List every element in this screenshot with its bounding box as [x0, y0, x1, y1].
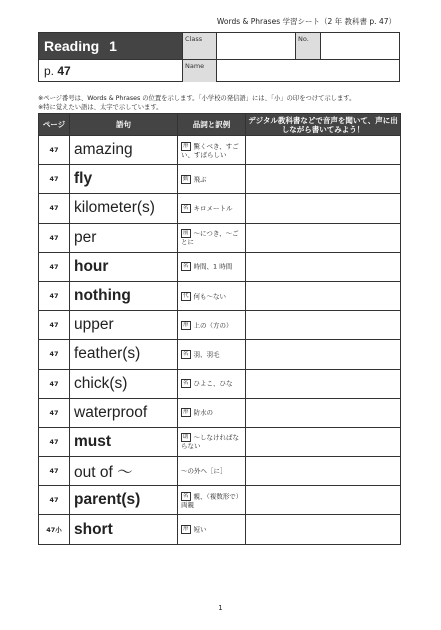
row-page: 47	[39, 223, 70, 252]
reading-title	[39, 33, 182, 59]
row-page: 47	[39, 165, 70, 194]
practice-cell[interactable]	[246, 165, 401, 194]
table-header-row	[39, 114, 401, 136]
table-row	[39, 398, 401, 427]
row-pos-meaning	[178, 486, 246, 515]
row-page: 47	[39, 340, 70, 369]
table-row	[39, 369, 401, 398]
row-pos-meaning	[178, 281, 246, 310]
row-pos-meaning	[178, 136, 246, 165]
pos-mark: 名	[183, 492, 189, 499]
name-label: Name	[182, 59, 216, 82]
table-row	[39, 223, 401, 252]
name-field[interactable]	[216, 59, 399, 82]
row-word: fly	[70, 165, 178, 194]
page-number: 1	[218, 604, 223, 612]
note-line: ※ページ番号は、Words & Phrases の位置を示します。「小学校の発信語」には、「小」の印をつけて示します。	[38, 95, 356, 102]
pos-mark: 形	[183, 409, 189, 416]
pos-mark: 動	[183, 175, 189, 182]
page-value: 47	[57, 64, 71, 78]
row-pos-meaning	[178, 398, 246, 427]
table-row	[39, 252, 401, 281]
row-pos-meaning	[178, 223, 246, 252]
row-page: 47	[39, 281, 70, 310]
row-word: upper	[70, 311, 178, 340]
row-page: 47	[39, 369, 70, 398]
meaning-text: 上の（方の）	[193, 321, 233, 330]
notes	[38, 94, 355, 112]
meaning-text: 時間、1 時間	[193, 262, 233, 271]
no-label: No.	[295, 33, 320, 59]
row-word: hour	[70, 252, 178, 281]
class-field[interactable]	[216, 33, 296, 59]
practice-cell[interactable]	[246, 136, 401, 165]
row-word: feather(s)	[70, 340, 178, 369]
class-label: Class	[182, 33, 216, 59]
header-word: 語句	[70, 114, 178, 136]
meaning-text: 親、（複数形で）両親	[181, 492, 240, 509]
table-row	[39, 311, 401, 340]
pos-mark: 前	[183, 230, 189, 237]
row-page: 47	[39, 136, 70, 165]
row-word: must	[70, 427, 178, 456]
sheet-header: Words & Phrases 学習シート（2 年 教科書 p. 47）	[216, 17, 396, 26]
pos-mark: 名	[183, 380, 189, 387]
row-word: chick(s)	[70, 369, 178, 398]
pos-mark: 助	[183, 434, 189, 441]
row-word: waterproof	[70, 398, 178, 427]
table-row	[39, 194, 401, 223]
table-row	[39, 340, 401, 369]
practice-cell[interactable]	[246, 252, 401, 281]
practice-cell[interactable]	[246, 427, 401, 456]
table-row	[39, 136, 401, 165]
row-word: nothing	[70, 281, 178, 310]
row-pos-meaning	[178, 194, 246, 223]
practice-cell[interactable]	[246, 486, 401, 515]
table-row	[39, 457, 401, 486]
practice-cell[interactable]	[246, 311, 401, 340]
pos-mark: 代	[183, 292, 189, 299]
practice-cell[interactable]	[246, 369, 401, 398]
practice-cell[interactable]	[246, 340, 401, 369]
meaning-text: ～につき、～ごとに	[181, 229, 239, 247]
row-page: 47	[39, 252, 70, 281]
table-row	[39, 486, 401, 515]
note-line: ※特に覚えたい語は、太字で示しています。	[38, 104, 163, 111]
row-page: 47	[39, 398, 70, 427]
row-pos-meaning	[178, 369, 246, 398]
table-row	[39, 515, 401, 544]
table-row	[39, 165, 401, 194]
row-word: short	[70, 515, 178, 544]
meaning-text: ひよこ、ひな	[193, 379, 233, 388]
practice-cell[interactable]	[246, 223, 401, 252]
meaning-text: 羽、羽毛	[193, 350, 220, 359]
page-prefix: p.	[44, 64, 55, 78]
reading-label: Reading	[44, 38, 100, 54]
pos-mark: 形	[183, 142, 189, 149]
row-page: 47	[39, 486, 70, 515]
meaning-text: ～の外へ［に］	[181, 467, 227, 476]
meaning-text: 驚くべき、すごい、すばらしい	[181, 142, 239, 159]
row-pos-meaning	[178, 515, 246, 544]
practice-cell[interactable]	[246, 515, 401, 544]
meaning-text: 防水の	[193, 408, 214, 417]
pos-mark: 名	[183, 263, 189, 270]
row-word: amazing	[70, 136, 178, 165]
row-pos-meaning	[178, 427, 246, 456]
row-pos-meaning	[178, 340, 246, 369]
reading-number: 1	[109, 38, 117, 54]
row-word: out of ～	[70, 457, 178, 486]
practice-cell[interactable]	[246, 194, 401, 223]
row-pos-meaning	[178, 252, 246, 281]
pos-mark: 名	[183, 204, 189, 211]
no-field[interactable]	[320, 33, 400, 59]
row-page: 47	[39, 194, 70, 223]
row-pos-meaning	[178, 311, 246, 340]
title-box	[38, 32, 400, 82]
meaning-text: ～しなければならない	[181, 433, 240, 451]
meaning-text: キロメートル	[193, 204, 233, 213]
pos-mark: 名	[183, 350, 189, 357]
header-practice: デジタル教科書などで音声を聞いて、声に出しながら書いてみよう！	[246, 114, 401, 136]
meaning-text: 何も～ない	[193, 292, 227, 301]
practice-cell[interactable]	[246, 398, 401, 427]
practice-cell[interactable]	[246, 281, 401, 310]
row-pos-meaning	[178, 165, 246, 194]
practice-cell[interactable]	[246, 457, 401, 486]
row-word: parent(s)	[70, 486, 178, 515]
meaning-text: 飛ぶ	[193, 175, 207, 184]
row-page: 47	[39, 311, 70, 340]
row-pos-meaning	[178, 457, 246, 486]
row-page: 47	[39, 427, 70, 456]
header-pos: 品詞と訳例	[178, 114, 246, 136]
vocab-table	[38, 113, 401, 545]
header-page: ページ	[39, 114, 70, 136]
table-row	[39, 427, 401, 456]
pos-mark: 形	[183, 321, 189, 328]
table-row	[39, 281, 401, 310]
row-page: 47	[39, 457, 70, 486]
textbook-page	[39, 59, 182, 82]
row-page: 47小	[39, 515, 70, 544]
pos-mark: 形	[183, 526, 189, 533]
row-word: per	[70, 223, 178, 252]
meaning-text: 短い	[193, 525, 207, 534]
row-word: kilometer(s)	[70, 194, 178, 223]
